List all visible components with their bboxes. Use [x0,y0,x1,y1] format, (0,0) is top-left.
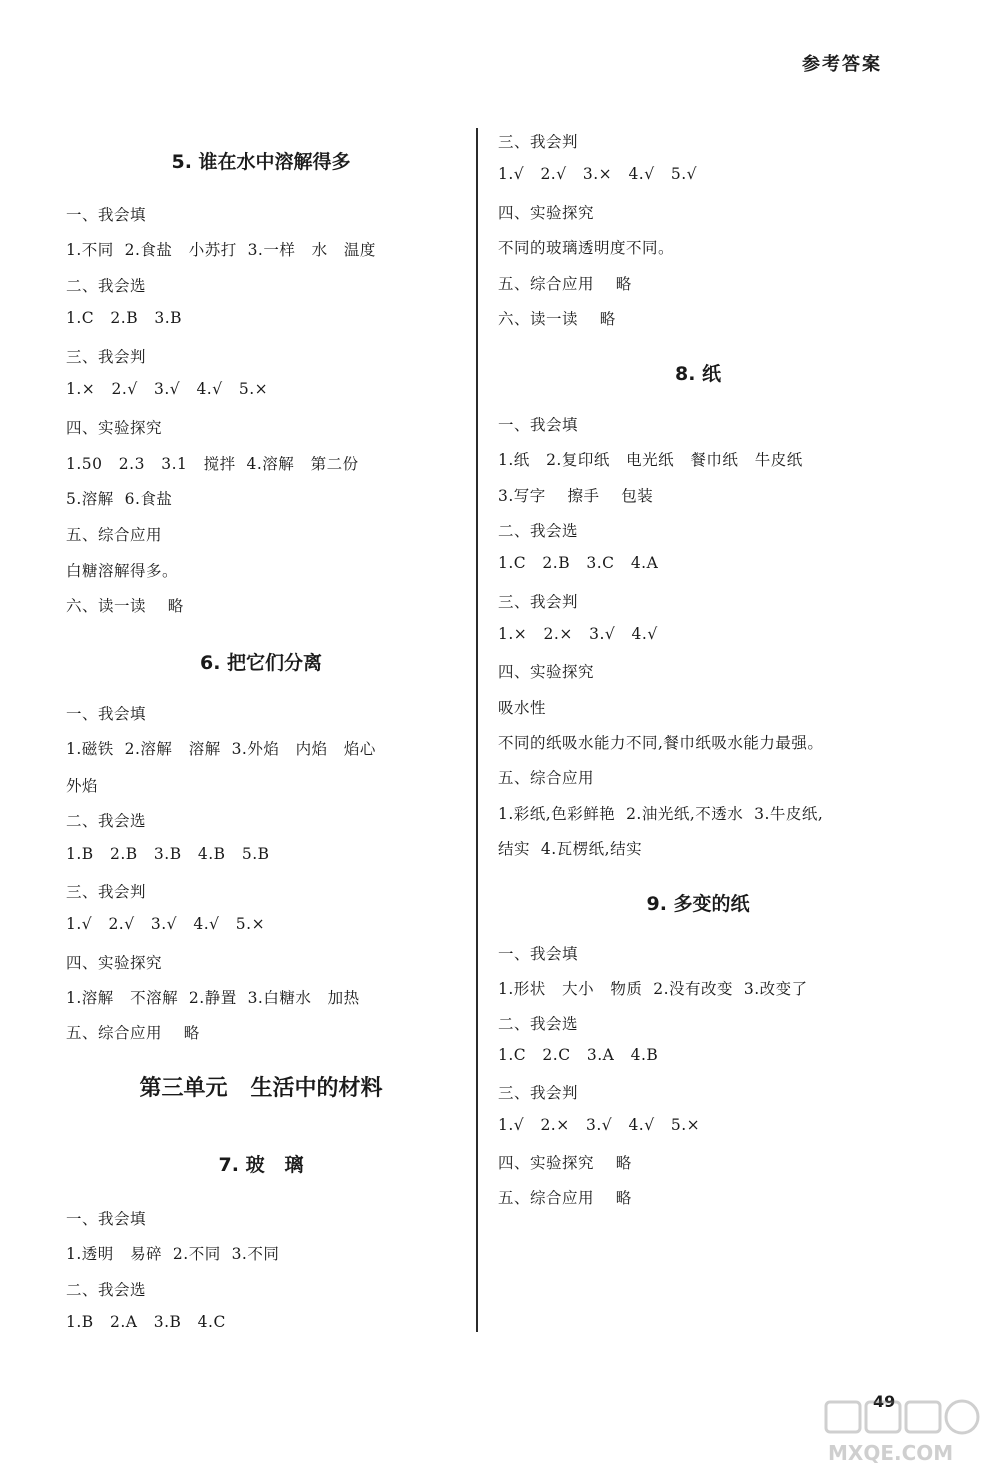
answer-line: 3.写字 擦手 包装 [498,487,654,505]
answer-line: 五、综合应用 [66,526,163,544]
answer-line: 一、我会填 [66,206,147,224]
answer-line: 不同的纸吸水能力不同,餐巾纸吸水能力最强。 [498,734,824,752]
answer-line: 三、我会判 [498,593,579,611]
answer-line: 1.C 2.B 3.B [66,309,183,327]
answer-line: 1.溶解 不溶解 2.静置 3.白糖水 加热 [66,989,360,1007]
answer-line: 1.形状 大小 物质 2.没有改变 3.改变了 [498,980,808,998]
answer-line: 5.溶解 6.食盐 [66,490,173,508]
answer-line: 1.√ 2.√ 3.√ 4.√ 5.× [66,915,266,933]
answer-line: 三、我会判 [66,883,147,901]
answer-line: 1.√ 2.√ 3.× 4.√ 5.√ [498,165,698,183]
answer-line: 六、读一读 略 [66,597,184,615]
watermark-logo [822,1398,992,1466]
answer-line: 吸水性 [498,699,547,717]
answer-line: 四、实验探究 [66,954,163,972]
answer-line: 三、我会判 [498,133,579,151]
page-number: 49 [873,1392,896,1411]
answer-line: 1.C 2.B 3.C 4.A [498,554,659,572]
answer-line: 四、实验探究 略 [498,1154,632,1172]
page-header-title: 参考答案 [802,54,882,75]
answer-line: 白糖溶解得多。 [66,562,179,580]
answer-line: 1.彩纸,色彩鲜艳 2.油光纸,不透水 3.牛皮纸, [498,805,824,823]
answer-line: 1.C 2.C 3.A 4.B [498,1046,659,1064]
answer-line: 二、我会选 [66,277,147,295]
answer-line: 二、我会选 [498,522,579,540]
answer-line: 1.纸 2.复印纸 电光纸 餐巾纸 牛皮纸 [498,451,803,469]
answer-line: 五、综合应用 略 [498,1189,632,1207]
answer-line: 一、我会填 [498,416,579,434]
answer-line: 1.50 2.3 3.1 搅拌 4.溶解 第二份 [66,455,359,473]
section-title-7: 7. 玻 璃 [218,1154,304,1176]
answer-line: 1.磁铁 2.溶解 溶解 3.外焰 内焰 焰心 [66,740,376,758]
answer-line: 不同的玻璃透明度不同。 [498,239,675,257]
answer-line: 1.× 2.√ 3.√ 4.√ 5.× [66,380,269,398]
answer-line: 外焰 [66,777,99,795]
answer-line: 1.B 2.A 3.B 4.C [66,1313,226,1331]
answer-line: 结实 4.瓦楞纸,结实 [498,840,643,858]
answer-line: 1.B 2.B 3.B 4.B 5.B [66,845,270,863]
section-title-9: 9. 多变的纸 [646,893,750,915]
answer-line: 二、我会选 [66,812,147,830]
answer-line: 四、实验探究 [498,663,595,681]
answer-line: 三、我会判 [66,348,147,366]
answer-line: 一、我会填 [66,1210,147,1228]
column-divider [476,128,478,1332]
answer-line: 五、综合应用 略 [498,275,632,293]
answer-line: 一、我会填 [66,705,147,723]
section-title-5: 5. 谁在水中溶解得多 [171,151,351,173]
answer-line: 五、综合应用 略 [66,1024,200,1042]
answer-line: 1.× 2.× 3.√ 4.√ [498,625,658,643]
answer-line: 四、实验探究 [66,419,163,437]
watermark-text: MXQE.COM [828,1441,954,1465]
answer-line: 五、综合应用 [498,769,595,787]
section-title-8: 8. 纸 [674,363,722,385]
answer-line: 一、我会填 [498,945,579,963]
answer-line: 1.不同 2.食盐 小苏打 3.一样 水 温度 [66,241,376,259]
answer-line: 六、读一读 略 [498,310,616,328]
answer-line: 二、我会选 [498,1015,579,1033]
answer-line: 三、我会判 [498,1084,579,1102]
answer-line: 1.透明 易碎 2.不同 3.不同 [66,1245,280,1263]
section-title-6: 6. 把它们分离 [199,652,323,674]
unit-title-3: 第三单元 生活中的材料 [139,1076,383,1101]
answer-line: 1.√ 2.× 3.√ 4.√ 5.× [498,1116,701,1134]
answer-line: 二、我会选 [66,1281,147,1299]
answer-line: 四、实验探究 [498,204,595,222]
